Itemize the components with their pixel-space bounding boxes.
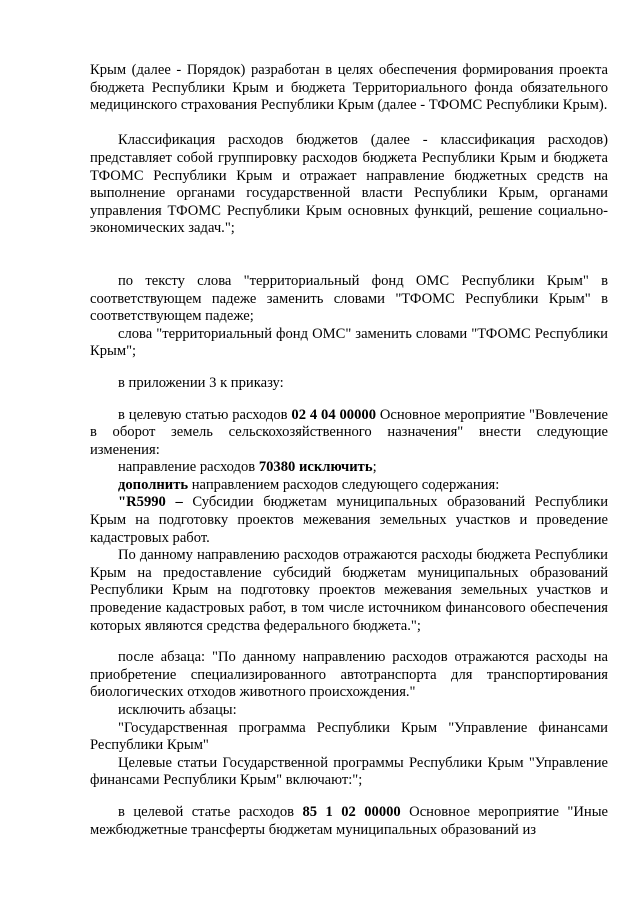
paragraph-exclude-paragraphs: исключить абзацы: (118, 702, 237, 718)
bold-add: дополнить (118, 476, 189, 493)
paragraph-replace-territorial-fund: по тексту слова "территориальный фонд ОМС Республики Крым" в соответствующем падеже заменить словами "ТФОМС Республики Крым" в соответствующем падеже; (90, 272, 608, 325)
paragraph-replace-oms: слова "территориальный фонд ОМС" заменить словами "ТФОМС Республики Крым"; (90, 325, 608, 360)
paragraph-classification: Классификация расходов бюджетов (далее - классификация расходов) представляет собой группировку расходов бюджета Республики Крым и бюджета ТФОМС Республики Крым и отражает направление бюджетных средств на выполнение органами государственной власти Республики Крым, органами управления ТФОМС Республики Крым основных функций, решение социально-экономических задач."; (90, 132, 608, 237)
bold-r5990: "R5990 – (118, 494, 183, 511)
paragraph-after-paragraph: после абзаца: "По данному направлению расходов отражаются расходы на приобретение специализированного автотранспорта для транспортирования биологических отходов животного происхождения." (90, 649, 608, 701)
budget-code: 02 4 04 00000 (291, 406, 376, 423)
bold-exclude: 70380 исключить (258, 459, 373, 476)
paragraph-r5990: "R5990 – Субсидии бюджетам муниципальных образований Республики Крым на подготовку проектов межевания земельных участков и проведение кадастровых работ. (90, 494, 609, 546)
paragraph-add-direction: дополнить направлением расходов следующего содержания: (118, 476, 500, 493)
document-page (90, 62, 608, 839)
budget-code: 85 1 02 00000 (302, 803, 401, 820)
paragraph-procedure: Крым (далее - Порядок) разработан в целях обеспечения формирования проекта бюджета Республики Крым и бюджета Территориального фонда обязательного медицинского страхования Республики Крым (далее - ТФОМС Республики Крым). (90, 62, 608, 114)
paragraph-target-articles: Целевые статьи Государственной программы Республики Крым "Управление финансами Республики Крым" включают:"; (90, 754, 608, 789)
paragraph-state-program: "Государственная программа Республики Крым "Управление финансами Республики Крым" (90, 719, 608, 754)
paragraph-target-article-85: в целевой статье расходов 85 1 02 00000 Основное мероприятие "Иные межбюджетные трансферты бюджетам муниципальных образований из (90, 803, 608, 838)
paragraph-target-article-02: в целевую статью расходов 02 4 04 00000 Основное мероприятие "Вовлечение в оборот земель сельскохозяйственного назначения" внести следующие изменения: (90, 406, 608, 458)
paragraph-exclude-70380: направление расходов 70380 исключить; (118, 459, 377, 476)
paragraph-appendix-3: в приложении 3 к приказу: (118, 374, 284, 391)
paragraph-r5990-description: По данному направлению расходов отражаются расходы бюджета Республики Крым на предоставление субсидий бюджетам муниципальных образований Республики Крым на подготовку проектов межевания земельных участков и проведение кадастровых работ, в том числе источником финансового обеспечения которых являются средства федерального бюджета."; (90, 547, 608, 634)
